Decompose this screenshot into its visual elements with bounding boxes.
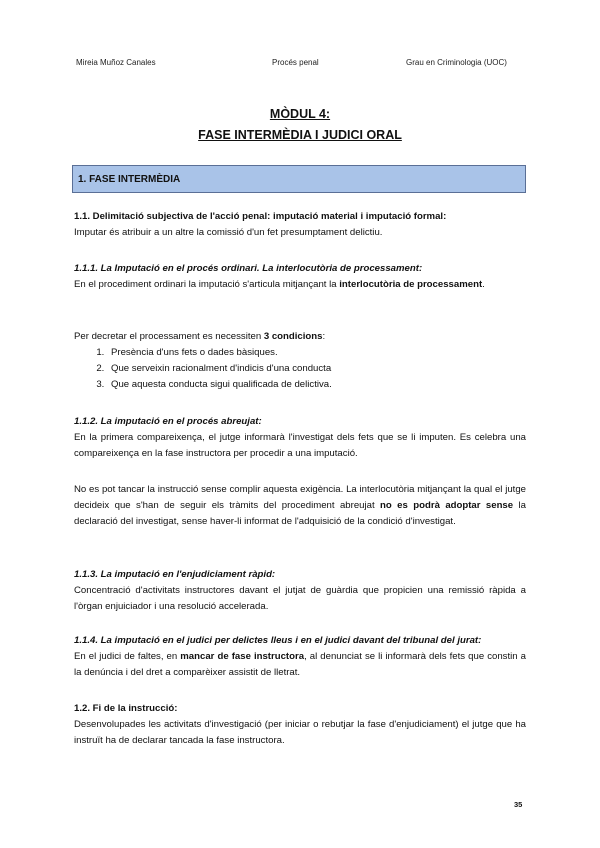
list-item: 1. Presència d'uns fets o dades bàsiques. xyxy=(107,345,526,361)
section-1-1 xyxy=(74,209,526,241)
header-degree: Grau en Criminologia (UOC) xyxy=(406,58,507,67)
module-title: MÒDUL 4: xyxy=(269,107,331,121)
conditions-intro: Per decretar el processament es necessiten 3 condicions: xyxy=(74,331,326,342)
heading-1-1-3: 1.1.3. La imputació en l'enjudiciament ràpid: xyxy=(74,569,276,580)
header-subject: Procés penal xyxy=(272,58,319,67)
page-number: 35 xyxy=(514,800,523,809)
section-1-1-1 xyxy=(74,261,526,293)
section-1-1-2 xyxy=(74,414,526,462)
section-heading-box xyxy=(72,165,526,193)
heading-1-1-2: 1.1.2. La imputació en el procés abreujat: xyxy=(74,416,262,427)
section-1-1-3 xyxy=(74,567,526,615)
text-1-1-2-p2: No es pot tancar la instrucció sense complir aquesta exigència. La interlocutòria mitjançant la qual el jutge decideix que s'han de seguir els tràmits del procediment abreujat no es podrà adoptar sense la declaració del investigat, sense haver-li informat de l'adquisició de la condició d'investigat. xyxy=(74,484,526,527)
text-1-1-2-p1: En la primera compareixença, el jutge informarà l'investigat dels fets que se li imputen. Es celebra una compareixença en la fase instructora per procedir a una imputació. xyxy=(74,432,526,459)
header-author: Mireia Muñoz Canales xyxy=(76,58,156,67)
section-heading: 1. FASE INTERMÈDIA xyxy=(78,174,181,185)
heading-1-2: 1.2. Fi de la instrucció: xyxy=(74,703,178,714)
text-1-1-4: En el judici de faltes, en mancar de fase instructora, al denunciat se li informarà dels fets que constin a la denúncia i del dret a comparèixer assistit de lletrat. xyxy=(74,651,526,678)
list-item: 3. Que aquesta conducta sigui qualificada de delictiva. xyxy=(107,377,526,393)
text-1-1-3: Concentració d'activitats instructores davant el jutjat de guàrdia que propicien una remissió ràpida a l'òrgan enjuiciador i una resolució accelerada. xyxy=(74,585,526,612)
text-1-1-1: En el procediment ordinari la imputació s'articula mitjançant la interlocutòria de processament. xyxy=(74,279,485,290)
section-1-1-4 xyxy=(74,633,526,681)
heading-1-1: 1.1. Delimitació subjectiva de l'acció penal: imputació material i imputació formal: xyxy=(74,211,447,222)
conditions-block xyxy=(74,329,526,393)
heading-1-1-1: 1.1.1. La Imputació en el procés ordinari. La interlocutòria de processament: xyxy=(74,263,423,274)
module-name: FASE INTERMÈDIA I JUDICI ORAL xyxy=(198,128,402,142)
text-1-2: Desenvolupades les activitats d'investigació (per iniciar o rebutjar la fase d'enjudiciament) el jutge que ha instruït ha de declarar tancada la fase instructora. xyxy=(74,719,526,746)
heading-1-1-4: 1.1.4. La imputació en el judici per delictes lleus i en el judici davant del tribunal del jurat: xyxy=(74,635,482,646)
list-item: 2. Que serveixin racionalment d'indicis d'una conducta xyxy=(107,361,526,377)
conditions-list xyxy=(74,345,526,393)
section-1-2 xyxy=(74,701,526,749)
text-1-1: Imputar és atribuir a un altre la comissió d'un fet presumptament delictiu. xyxy=(74,227,383,238)
